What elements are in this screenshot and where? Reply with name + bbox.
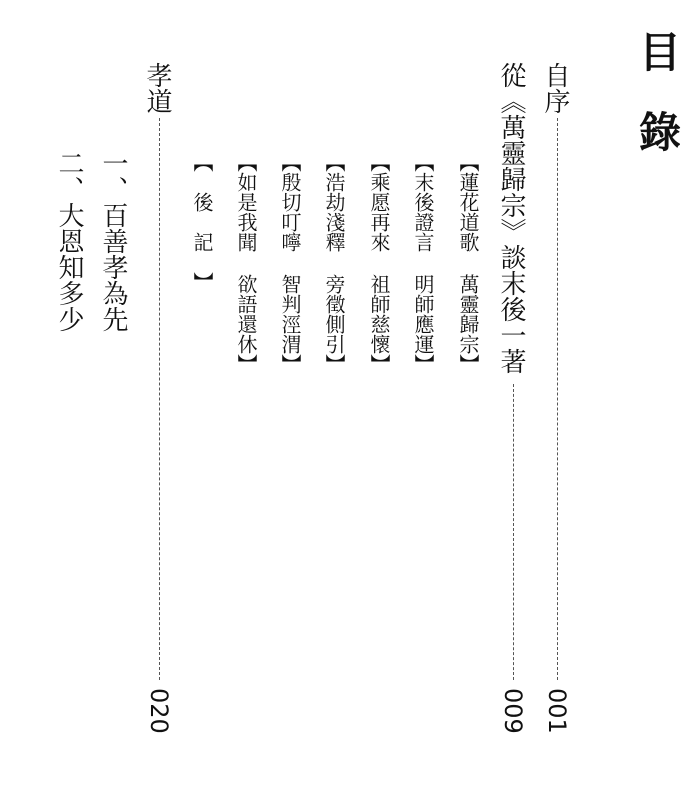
toc-filial-item: 二、大恩知多少 <box>54 150 84 332</box>
sub-entry-head: 【殷切叮嚀 <box>278 152 302 252</box>
toc-sub-entry <box>236 152 256 374</box>
page-title: 目錄 <box>633 30 682 190</box>
toc-entry-chapter: 從《萬靈歸宗》談末後一著 <box>496 62 526 374</box>
toc-sub-entry <box>324 152 344 374</box>
sub-entry-tail: 智判涇渭】 <box>278 274 302 374</box>
page-number: 001 <box>543 688 571 734</box>
sub-entry-tail: 萬靈歸宗】 <box>456 274 480 374</box>
page-number: 020 <box>145 688 173 734</box>
toc-sub-entry <box>369 152 389 374</box>
sub-entry-tail: 欲語還休】 <box>234 274 258 374</box>
sub-entry-tail: 記】 <box>190 232 214 312</box>
sub-entry-tail: 旁徵側引】 <box>322 274 346 374</box>
dotted-leader <box>513 384 514 680</box>
dotted-leader <box>159 118 160 680</box>
toc-sub-entry <box>413 152 433 374</box>
toc-sub-entry <box>280 152 300 374</box>
sub-entry-tail: 祖師慈懷】 <box>367 274 391 374</box>
sub-entry-head: 【末後證言 <box>411 152 435 252</box>
toc-sub-entry <box>458 152 478 374</box>
sub-entry-head: 【蓮花道歌 <box>456 152 480 252</box>
sub-entry-head: 【如是我聞 <box>234 152 258 252</box>
sub-entry-tail: 明師應運】 <box>411 274 435 374</box>
toc-sub-entry-afterword <box>192 152 212 312</box>
page-number: 009 <box>499 688 527 734</box>
sub-entry-head: 【乘愿再來 <box>367 152 391 252</box>
toc-filial-item: 一、百善孝為先 <box>98 150 128 332</box>
dotted-leader <box>557 118 558 680</box>
toc-entry-filial: 孝道 <box>142 62 172 114</box>
sub-entry-head: 【浩劫淺釋 <box>322 152 346 252</box>
sub-entry-head: 【後 <box>190 152 214 232</box>
toc-entry-preface: 自序 <box>540 62 570 114</box>
